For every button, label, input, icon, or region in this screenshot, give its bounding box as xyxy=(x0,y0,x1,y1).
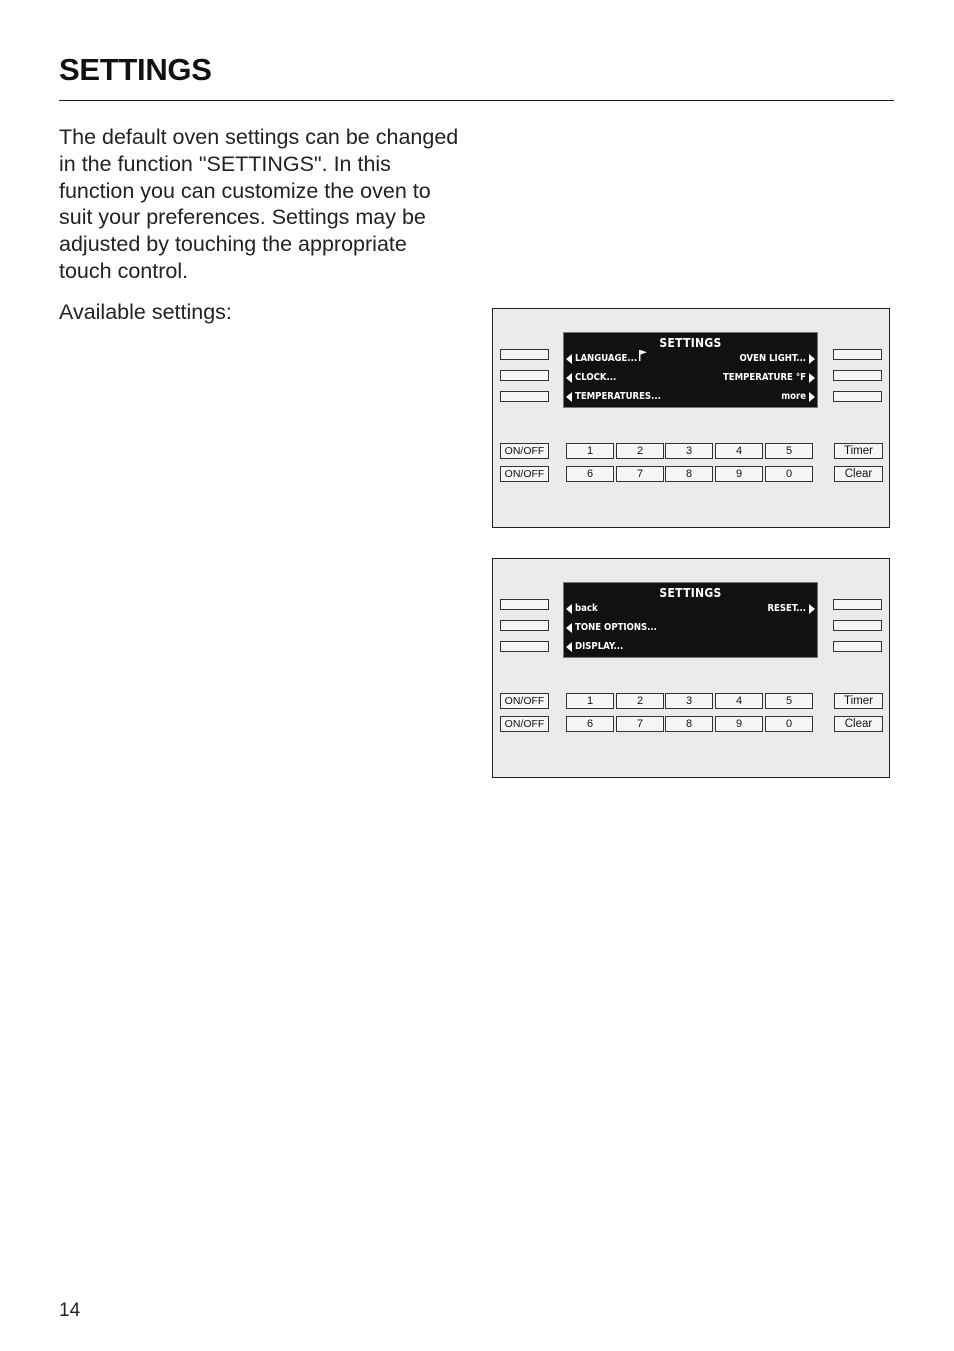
lcd-option-tone-options: TONE OPTIONS... xyxy=(566,622,657,633)
on-off-button-1[interactable]: ON/OFF xyxy=(500,693,549,709)
lcd-option-display: DISPLAY... xyxy=(566,641,623,652)
key-3[interactable]: 3 xyxy=(665,693,713,709)
left-softkey-2[interactable] xyxy=(500,620,549,631)
lcd-title: SETTINGS xyxy=(659,586,722,600)
lcd-option-more: more xyxy=(781,391,815,402)
on-off-button-2[interactable]: ON/OFF xyxy=(500,466,549,482)
lcd-option-temperature-unit: TEMPERATURE °F xyxy=(723,372,815,383)
key-6[interactable]: 6 xyxy=(566,466,614,482)
key-8[interactable]: 8 xyxy=(665,716,713,732)
triangle-right-icon xyxy=(809,392,815,402)
left-softkey-3[interactable] xyxy=(500,641,549,652)
control-panel-settings-page-2 xyxy=(492,558,890,778)
triangle-left-icon xyxy=(566,604,572,614)
key-6[interactable]: 6 xyxy=(566,716,614,732)
key-7[interactable]: 7 xyxy=(616,466,664,482)
title-divider xyxy=(59,100,894,101)
key-9[interactable]: 9 xyxy=(715,716,763,732)
flag-icon xyxy=(639,350,647,361)
key-2[interactable]: 2 xyxy=(616,693,664,709)
intro-paragraph: The default oven settings can be changed in the function "SETTINGS". In this function you can customize the oven to suit your preferences. Settings may be adjusted by touching the appropriate touch control. xyxy=(59,125,459,283)
triangle-left-icon xyxy=(566,354,572,364)
lcd-option-clock: CLOCK... xyxy=(566,372,616,383)
right-softkey-2[interactable] xyxy=(833,370,882,381)
key-3[interactable]: 3 xyxy=(665,443,713,459)
triangle-left-icon xyxy=(566,392,572,402)
key-1[interactable]: 1 xyxy=(566,443,614,459)
clear-button[interactable]: Clear xyxy=(834,716,883,732)
triangle-left-icon xyxy=(566,373,572,383)
triangle-left-icon xyxy=(566,642,572,652)
triangle-right-icon xyxy=(809,373,815,383)
lcd-option-temperatures: TEMPERATURES... xyxy=(566,391,661,402)
triangle-right-icon xyxy=(809,604,815,614)
lcd-option-language: LANGUAGE... xyxy=(566,353,647,364)
control-panel-settings-page-1 xyxy=(492,308,890,528)
key-8[interactable]: 8 xyxy=(665,466,713,482)
left-softkey-3[interactable] xyxy=(500,391,549,402)
on-off-button-1[interactable]: ON/OFF xyxy=(500,443,549,459)
right-softkey-1[interactable] xyxy=(833,349,882,360)
clear-button[interactable]: Clear xyxy=(834,466,883,482)
key-0[interactable]: 0 xyxy=(765,716,813,732)
key-9[interactable]: 9 xyxy=(715,466,763,482)
lcd-option-back: back xyxy=(566,603,598,614)
left-softkey-2[interactable] xyxy=(500,370,549,381)
lcd-display xyxy=(563,582,818,658)
right-softkey-3[interactable] xyxy=(833,641,882,652)
right-softkey-3[interactable] xyxy=(833,391,882,402)
key-4[interactable]: 4 xyxy=(715,693,763,709)
lcd-option-reset: RESET... xyxy=(767,603,815,614)
key-4[interactable]: 4 xyxy=(715,443,763,459)
triangle-right-icon xyxy=(809,354,815,364)
timer-button[interactable]: Timer xyxy=(834,443,883,459)
lcd-title: SETTINGS xyxy=(659,336,722,350)
lcd-display xyxy=(563,332,818,408)
key-5[interactable]: 5 xyxy=(765,693,813,709)
page-title: SETTINGS xyxy=(59,52,212,87)
timer-button[interactable]: Timer xyxy=(834,693,883,709)
key-5[interactable]: 5 xyxy=(765,443,813,459)
key-1[interactable]: 1 xyxy=(566,693,614,709)
triangle-left-icon xyxy=(566,623,572,633)
right-softkey-2[interactable] xyxy=(833,620,882,631)
key-0[interactable]: 0 xyxy=(765,466,813,482)
key-7[interactable]: 7 xyxy=(616,716,664,732)
page-number: 14 xyxy=(59,1300,81,1321)
left-softkey-1[interactable] xyxy=(500,599,549,610)
on-off-button-2[interactable]: ON/OFF xyxy=(500,716,549,732)
available-settings-label: Available settings: xyxy=(59,300,232,324)
lcd-option-oven-light: OVEN LIGHT... xyxy=(739,353,815,364)
left-softkey-1[interactable] xyxy=(500,349,549,360)
right-softkey-1[interactable] xyxy=(833,599,882,610)
key-2[interactable]: 2 xyxy=(616,443,664,459)
